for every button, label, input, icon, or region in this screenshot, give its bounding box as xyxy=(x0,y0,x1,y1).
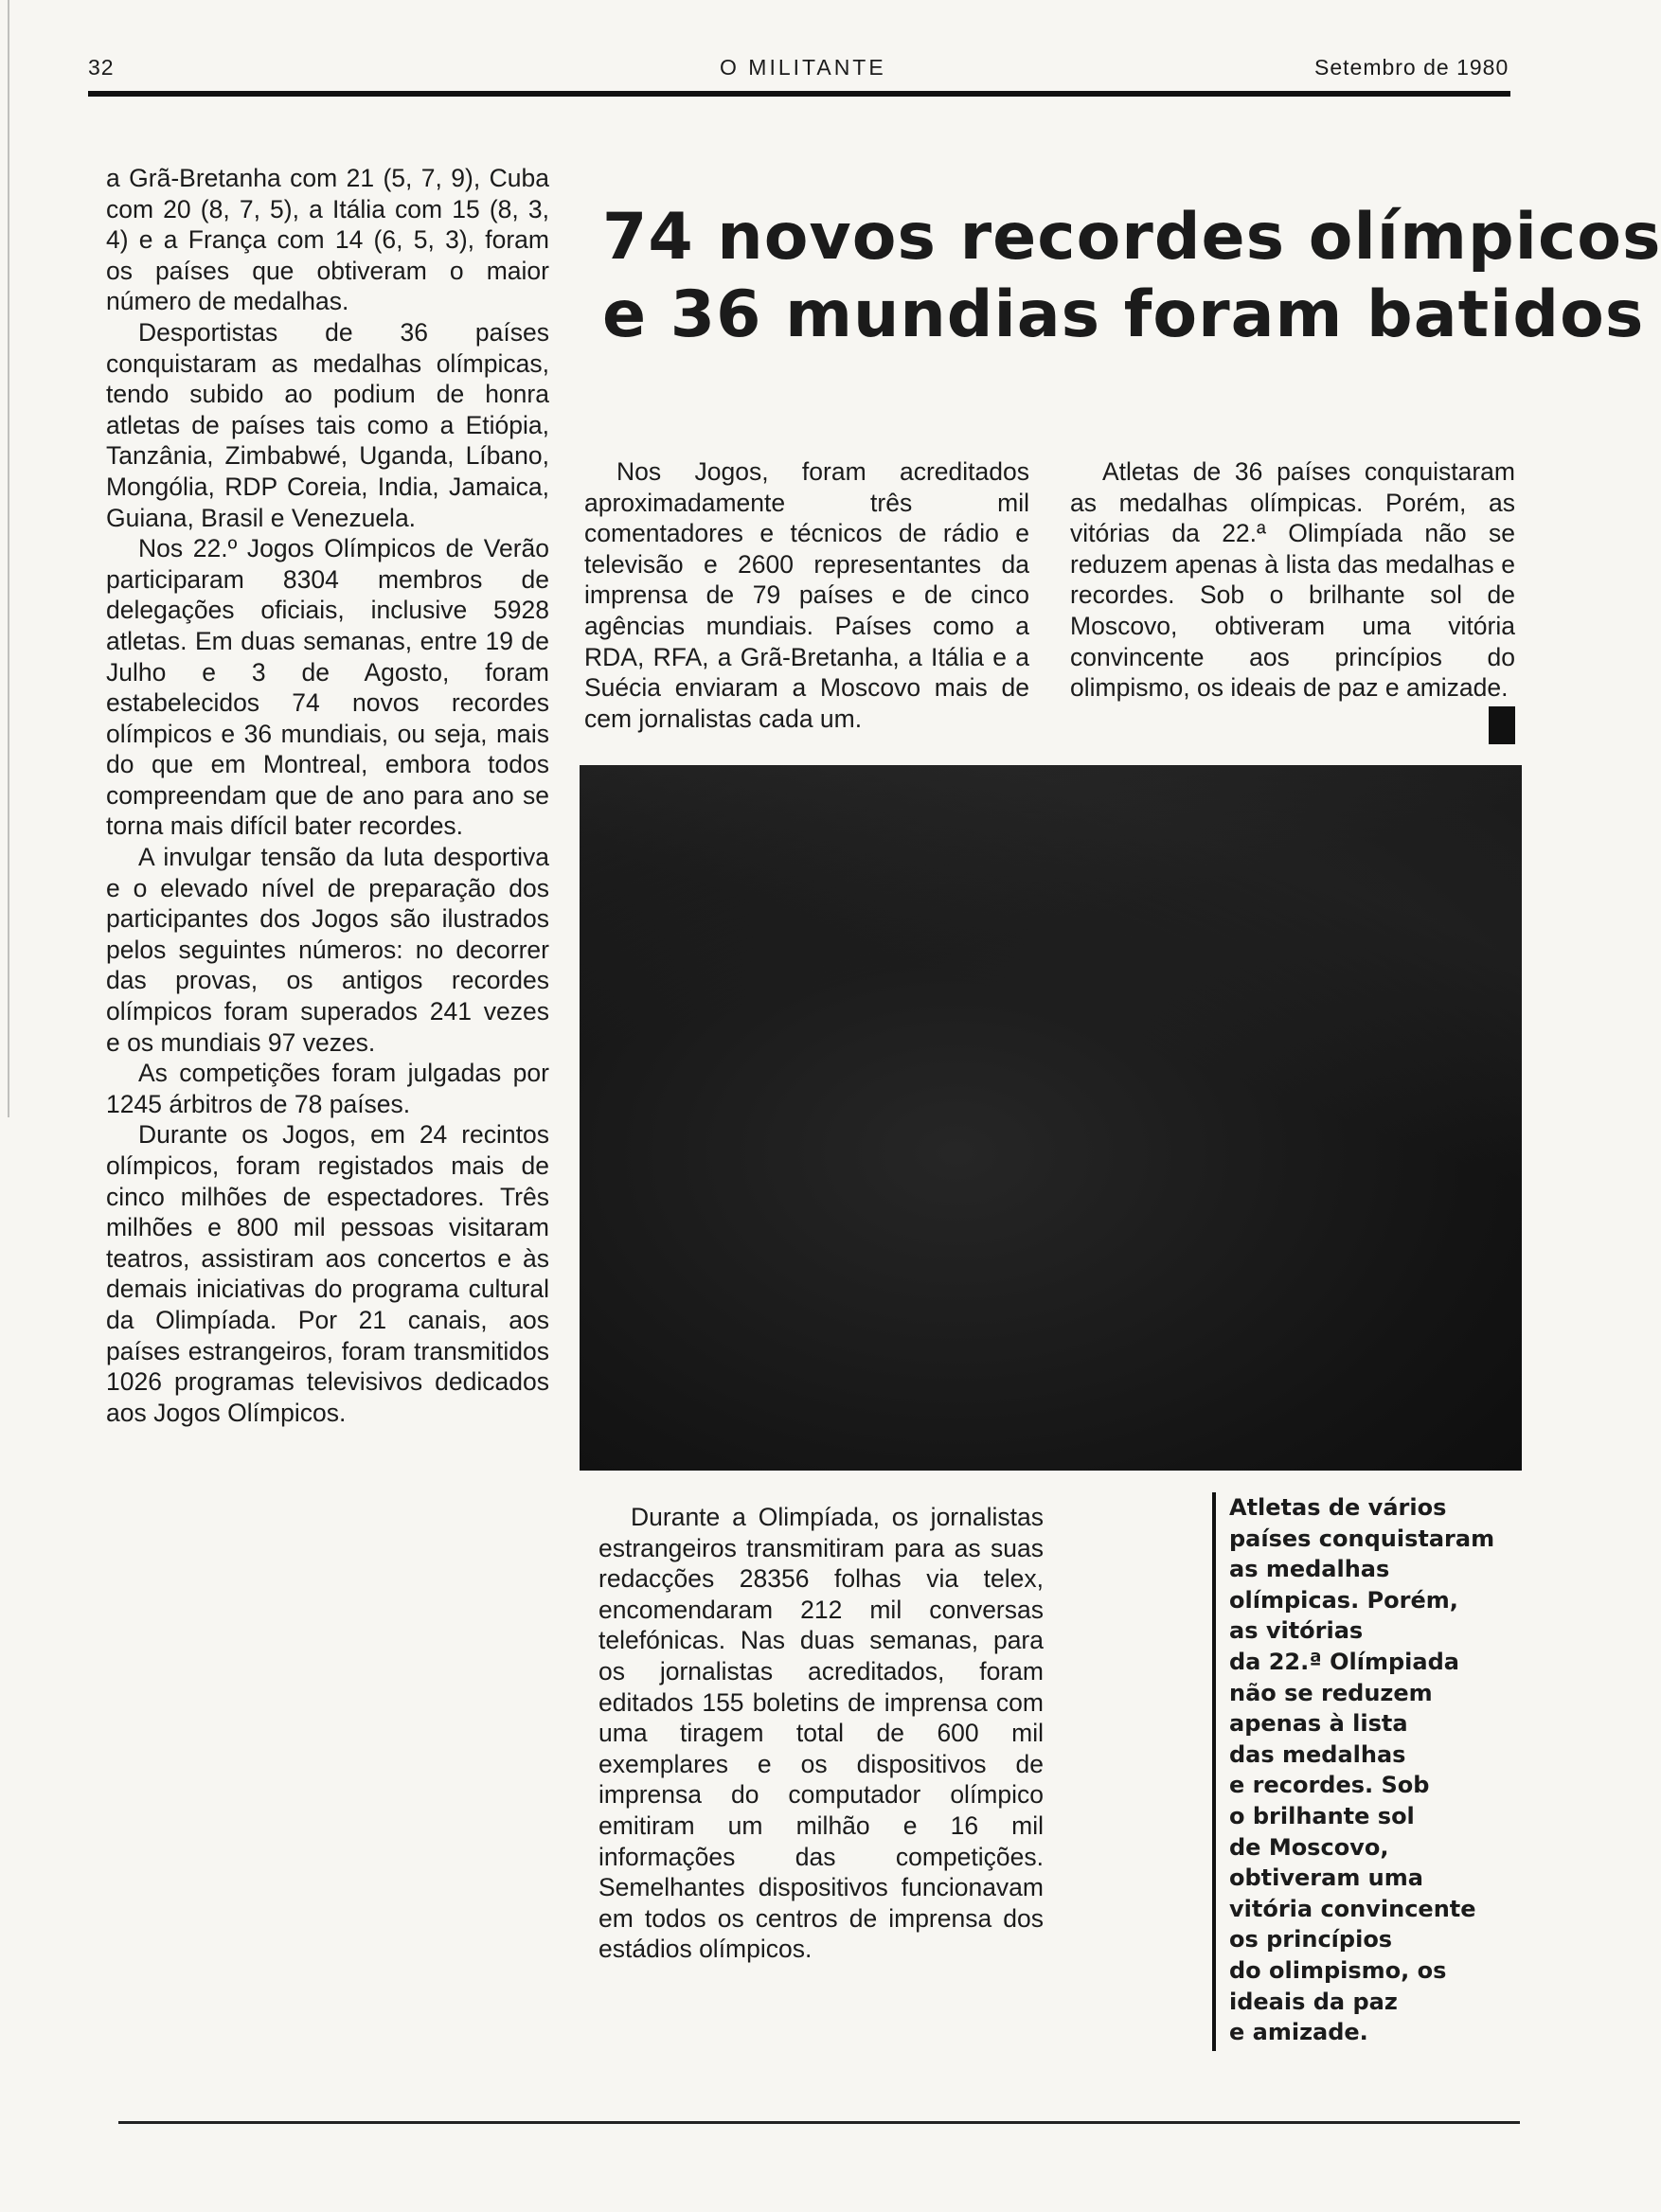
quote-line: ideais da paz xyxy=(1229,1988,1398,2015)
quote-line: as vitórias xyxy=(1229,1617,1364,1645)
quote-line: e recordes. Sob xyxy=(1229,1772,1430,1799)
quote-line: do olimpismo, os xyxy=(1229,1956,1447,1984)
quote-line: os princípios xyxy=(1229,1926,1393,1953)
right-text-column xyxy=(1070,456,1515,704)
quote-line: países conquistaram xyxy=(1229,1525,1495,1552)
header-rule xyxy=(88,91,1510,97)
footer-rule xyxy=(118,2121,1520,2124)
scan-edge-mark xyxy=(0,0,9,1117)
headline-line-2: e 36 mundias foram batidos xyxy=(602,277,1645,352)
paragraph: Nos 22.º Jogos Olímpicos de Verão participaram 8304 membros de delegações oficiais, inclusive 5928 atletas. Em duas semanas, entre 19 de Julho e 3 de Agosto, foram estabelecidos 74 novos recordes olímpicos e 36 mundiais, ou seja, mais do que em Montreal, embora todos compreendam que de ano para ano se torna mais difícil bater recordes. xyxy=(106,534,549,841)
quote-line: olímpicas. Porém, xyxy=(1229,1586,1458,1614)
quote-line: de Moscovo, xyxy=(1229,1833,1389,1861)
quote-line: não se reduzem xyxy=(1229,1679,1433,1706)
publication-name: O MILITANTE xyxy=(720,55,886,80)
paragraph: Durante os Jogos, em 24 recintos olímpicos, foram registados mais de cinco milhões de espectadores. Três milhões e 800 mil pessoas visitaram teatros, assistiram aos concertos e às demais iniciativas do programa cultural da Olimpíada. Por 21 canais, aos países estrangeiros, foram transmitidos 1026 programas televisivos dedicados aos Jogos Olímpicos. xyxy=(106,1120,549,1427)
dark-photograph xyxy=(580,765,1522,1471)
paragraph: Nos Jogos, foram acreditados aproximadamente três mil comentadores e técnicos de rádio e televisão e 2600 representantes da imprensa de 79 países e de cinco agências mundiais. Países como a RDA, RFA, a Grã-Bretanha, a Itália e a Suécia enviaram a Moscovo mais de cem jornalistas cada um. xyxy=(584,457,1029,733)
quote-line: apenas à lista xyxy=(1229,1710,1408,1738)
headline-line-1: 74 novos recordes olímpicos xyxy=(602,200,1661,275)
quote-line: das medalhas xyxy=(1229,1740,1406,1768)
middle-text-column xyxy=(584,456,1029,734)
paragraph: a Grã-Bretanha com 21 (5, 7, 9), Cuba com 20 (8, 7, 5), a Itália com 15 (8, 3, 4) e a França com 14 (6, 5, 3), foram os países que obtiveram o maior número de medalhas. xyxy=(106,164,549,316)
sidebar-pull-quote xyxy=(1212,1492,1542,2051)
article-headline xyxy=(602,199,1661,354)
paragraph: Desportistas de 36 países conquistaram as medalhas olímpicas, tendo subido ao podium de honra atletas de países tais como a Etiópia, Tanzânia, Zimbabwé, Uganda, Líbano, Mongólia, RDP Coreia, India, Jamaica, Guiana, Brasil e Venezuela. xyxy=(106,317,549,532)
paragraph: A invulgar tensão da luta desportiva e o elevado nível de preparação dos participantes dos Jogos são ilustrados pelos seguintes números: no decorrer das provas, os antigos recordes olímpicos foram superados 241 vezes e os mundiais 97 vezes. xyxy=(106,843,549,1057)
left-text-column xyxy=(106,163,549,1428)
issue-date: Setembro de 1980 xyxy=(1314,55,1509,80)
quote-line: vitória convincente xyxy=(1229,1895,1476,1922)
quote-line: Atletas de vários xyxy=(1229,1494,1447,1521)
paragraph: Atletas de 36 países conquistaram as medalhas olímpicas. Porém, as vitórias da 22.ª Olimpíada não se reduzem apenas à lista das medalhas e recordes. Sob o brilhante sol de Moscovo, obtiveram uma vitória convincente aos princípios do olimpismo, os ideais de paz e amizade. xyxy=(1070,457,1515,703)
paragraph: Durante a Olimpíada, os jornalistas estrangeiros transmitiram para as suas redacções 28356 folhas via telex, encomendaram 212 mil conversas telefónicas. Nas duas semanas, para os jornalistas acreditados, foram editados 155 boletins de imprensa com uma tiragem total de 600 mil exemplares e os dispositivos de imprensa do computador olímpico emitiram um milhão e 16 mil informações das competições. Semelhantes dispositivos funcionavam em todos os centros de imprensa dos estádios olímpicos. xyxy=(598,1503,1044,1964)
end-of-article-mark xyxy=(1489,706,1515,744)
page-number: 32 xyxy=(88,55,115,80)
quote-line: da 22.ª Olímpiada xyxy=(1229,1648,1459,1675)
quote-line: as medalhas xyxy=(1229,1556,1390,1583)
quote-line: e amizade. xyxy=(1229,2019,1368,2046)
quote-line: o brilhante sol xyxy=(1229,1802,1415,1829)
paragraph: As competições foram julgadas por 1245 árbitros de 78 países. xyxy=(106,1059,549,1118)
quote-line: obtiveram uma xyxy=(1229,1864,1423,1892)
bottom-text-column xyxy=(598,1502,1044,1965)
